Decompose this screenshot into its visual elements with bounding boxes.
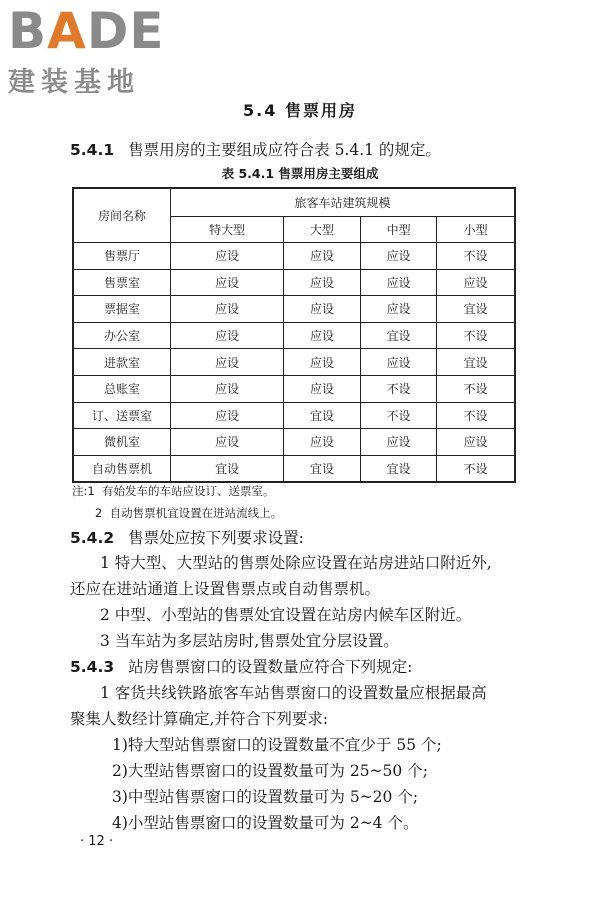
table-cell: 宜设 [284,402,361,429]
column-header: 大型 [284,217,361,243]
clause-5-4-3-sub-1: 1)特大型站售票窗口的设置数量不宜少于 55 个; [112,736,442,754]
clause-number: 5.4.1 [70,141,115,159]
table-cell: 应设 [171,269,284,296]
room-name-cell: 微机室 [73,429,171,456]
table-caption: 表 5.4.1 售票用房主要组成 [221,166,379,181]
table-cell: 应设 [360,243,437,270]
table-cell: 应设 [360,269,437,296]
logo-wordmark: BADE [8,2,165,60]
table-cell: 应设 [284,269,361,296]
room-name-cell: 订、送票室 [73,402,171,429]
table-cell: 应设 [284,296,361,323]
table-cell: 应设 [284,429,361,456]
clause-5-4-2 [70,526,550,551]
table-cell: 不设 [437,455,515,482]
clause-5-4-3-item-1: 1 客货共线铁路旅客车站售票窗口的设置数量应根据最高 [100,684,487,702]
note-text: 有始发车的车站应设订、送票室。 [102,484,275,498]
table-cell: 不设 [360,402,437,429]
table-cell: 宜设 [171,455,284,482]
room-name-cell: 售票厅 [73,243,171,270]
clause-5-4-1 [70,138,550,163]
table-row [73,402,515,429]
clause-5-4-3 [70,655,550,680]
clause-text: 售票处应按下列要求设置: [128,529,304,547]
page-number: · 12 · [80,834,114,849]
logo-subtitle: 建装基地 [8,67,140,98]
table-cell: 不设 [437,402,515,429]
table-cell: 应设 [284,243,361,270]
table-cell: 应设 [171,296,284,323]
room-name-cell: 进款室 [73,349,171,376]
table-row [73,269,515,296]
table-cell: 应设 [171,243,284,270]
room-name-cell: 售票室 [73,269,171,296]
scale-group-header: 旅客车站建筑规模 [171,188,516,217]
clause-5-4-2-item-1-cont: 还应在进站通道上设置售票点或自动售票机。 [70,580,381,598]
table-cell: 应设 [171,429,284,456]
clause-5-4-3-sub-2: 2)大型站售票窗口的设置数量可为 25~50 个; [112,762,428,780]
clause-number: 5.4.3 [70,658,115,676]
room-name-cell: 办公室 [73,322,171,349]
table-cell: 不设 [437,243,515,270]
table-row [73,243,515,270]
table-row [73,429,515,456]
clause-5-4-2-item-1: 1 特大型、大型站的售票处除应设置在站房进站口附近外, [100,554,492,572]
table-cell: 不设 [437,322,515,349]
table-cell: 应设 [171,322,284,349]
table-cell: 应设 [171,402,284,429]
column-header: 特大型 [171,217,284,243]
table-cell: 宜设 [437,349,515,376]
table-cell: 应设 [171,375,284,402]
clause-5-4-2-item-3: 3 当车站为多层站房时,售票处宜分层设置。 [100,632,399,650]
clause-5-4-2-item-2: 2 中型、小型站的售票处宜设置在站房内候车区附近。 [100,606,472,624]
table-cell: 宜设 [360,455,437,482]
table-cell: 应设 [360,296,437,323]
table-row [73,375,515,402]
clause-number: 5.4.2 [70,529,115,547]
table-cell: 应设 [284,375,361,402]
table-cell: 应设 [437,269,515,296]
table-cell: 应设 [360,429,437,456]
section-title: 5.4 售票用房 [243,101,357,120]
column-header: 中型 [360,217,437,243]
table-cell: 宜设 [284,455,361,482]
table-row [73,455,515,482]
room-name-cell: 总账室 [73,375,171,402]
table-cell: 应设 [360,349,437,376]
ticket-rooms-table [72,187,516,483]
table-cell: 应设 [284,349,361,376]
note-label: 注:1 [72,484,95,498]
table-row [73,322,515,349]
table-cell: 应设 [437,429,515,456]
table-cell: 不设 [360,375,437,402]
table-row [73,349,515,376]
table-note-2 [95,505,282,521]
note-text: 自动售票机宜设置在进站流线上。 [109,506,283,520]
room-name-header: 房间名称 [73,188,171,243]
clause-5-4-3-item-1-cont: 聚集人数经计算确定,并符合下列要求: [70,710,329,728]
table-cell: 宜设 [360,322,437,349]
table-cell: 应设 [284,322,361,349]
table-note-1 [72,483,275,499]
note-number: 2 [95,506,103,520]
clause-5-4-3-sub-3: 3)中型站售票窗口的设置数量可为 5~20 个; [112,788,419,806]
clause-text: 售票用房的主要组成应符合表 5.4.1 的规定。 [128,141,441,159]
column-header: 小型 [437,217,515,243]
logo [8,4,178,99]
table-cell: 不设 [437,375,515,402]
clause-5-4-3-sub-4: 4)小型站售票窗口的设置数量可为 2~4 个。 [112,814,419,832]
room-name-cell: 票据室 [73,296,171,323]
table-row [73,296,515,323]
table-cell: 宜设 [437,296,515,323]
room-name-cell: 自动售票机 [73,455,171,482]
clause-text: 站房售票窗口的设置数量应符合下列规定: [128,658,413,676]
table-cell: 应设 [171,349,284,376]
